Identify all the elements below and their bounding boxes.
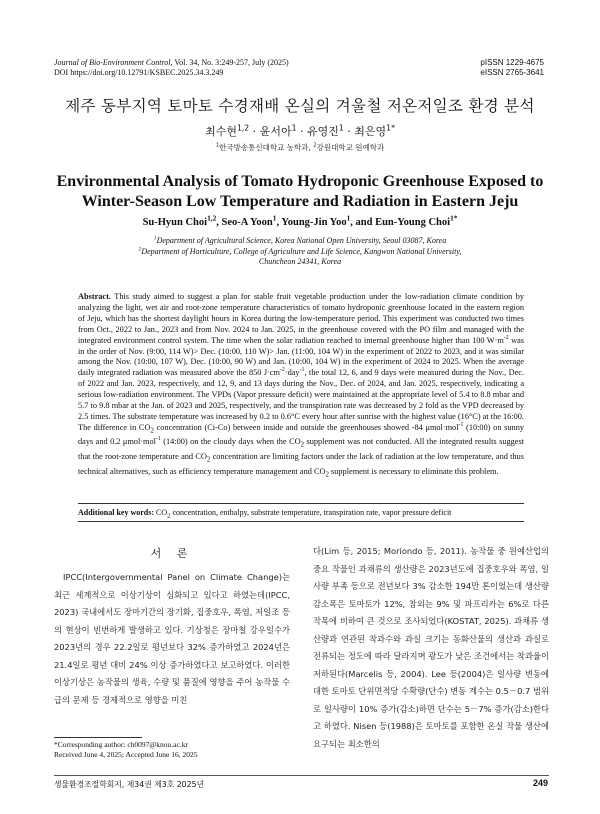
body-paragraph: 다(Lim 등, 2015; Moriondo 등, 2011). 농작물 중 원예산업의 중요 작물인 과채류의 생산량은 2023년도에 집중호우와 폭염, 일사량 부족 등으로 전년보다 3% 감소한 194만 톤이었는데 생산량 감소폭은 토마토가 12%, 참외는 9% 및 파프리카는 6%로 다른 작목에 비하여 큰 것으로 조사되었다(KOSTAT, 2025). 과채류 생산량과 연관된 착과수와 과실 크기는 동화산물의 생산과 과실로 전류되는 정도에 따라 달라지며 광도가 낮은 조건에서는 착과율이 저하된다(Marcelis 등, 2004). Lee 등(2004)은 일사량 변동에 대한 토마토 단위면적당 수확량(단수) 변동 계수는 0.5－0.7 범위로 일사량이 10% 증가(감소)하면 단수는 5－7% 증가(감소)한다고 하였다. Nisen 등(1988)은 토마토를 포함한 온실 작물 생산에 요구되는 최소한의	[313, 546, 549, 749]
abstract-text: supplement is necessary to eliminate this problem.	[328, 466, 499, 476]
divider	[78, 521, 524, 522]
separator: , and	[350, 217, 376, 228]
journal-citation: , Vol. 34, No. 3:249-257, July (2025)	[170, 58, 289, 67]
abstract-text: supplement was not conducted. All the integrated results suggest that the root-zone temperature and CO	[78, 437, 524, 461]
abstract-sub: 2	[325, 471, 329, 479]
kr-affil-1-sup: 1	[215, 142, 220, 149]
footer-journal: 생물환경조절학회지, 제34권 제3호 2025년	[54, 780, 205, 789]
separator: ·	[296, 125, 307, 138]
kr-affil-2-sup: 2	[313, 142, 317, 149]
english-title-line-1: Environmental Analysis of Tomato Hydroponic Greenhouse Exposed to	[56, 173, 544, 190]
english-title	[40, 172, 560, 212]
kr-author-3-sup: 1	[338, 123, 344, 133]
abstract-sup: -2	[279, 367, 285, 374]
separator: ·	[249, 125, 260, 138]
kr-author-2-sup: 1	[291, 123, 297, 133]
en-author-1-sup: 1,2	[207, 213, 217, 223]
body-column-right	[313, 543, 549, 753]
en-author-3-sup: 1	[346, 213, 351, 223]
abstract-sub: 2	[150, 427, 154, 435]
abstract-label: Abstract.	[78, 292, 111, 301]
kr-author-3: 유영진	[306, 125, 339, 138]
korean-authors	[0, 123, 600, 139]
abstract-text: This study aimed to suggest a plan for stable fruit vegetable production under the low-radiation climate condition by analyzing the light, wet air and root-zone temperature characteristics of tomato hydroponic greenhouse located in the eastern region of Jeju, which has the shortest daylight hours in Korea during the low-temperature period. This experiment was conducted two times from Oct., 2022 to Jan., 2023 and from Nov. 2024 to Jan. 2025, in the greenhouse covered with the PO film and managed with the integrated environment control system. The time when the solar radiation reached to internal greenhouse higher than 100 W·m	[78, 292, 524, 345]
en-affil-2-cont: Chuncheon 24341, Korea	[258, 257, 342, 266]
journal-header	[54, 58, 289, 78]
kr-author-1-sup: 1,2	[236, 123, 250, 133]
keywords-sub: 2	[167, 512, 171, 520]
received-dates: Received June 4, 2025; Accepted June 16, 2025	[54, 750, 198, 759]
separator: ,	[216, 217, 222, 228]
kr-author-4-sup: 1*	[386, 123, 395, 133]
keywords-label: Additional key words:	[78, 508, 155, 517]
en-author-3: Young-Jin Yoo	[281, 217, 347, 228]
kr-author-4: 최은영	[354, 125, 387, 138]
keywords-text: concentration, enthalpy, substrate temperature, transpiration rate, vapor pressure deficit	[170, 508, 452, 517]
korean-title: 제주 동부지역 토마토 수경재배 온실의 겨울철 저온저일조 환경 분석	[65, 97, 535, 115]
english-affiliations	[60, 236, 540, 268]
en-author-4: Eun-Young Choi	[375, 217, 451, 228]
english-authors	[0, 213, 600, 228]
corresponding-author: *Corresponding author: ch0097@knou.ac.kr	[54, 740, 188, 749]
kr-author-1: 최수현	[205, 125, 237, 138]
abstract-sub: 2	[300, 442, 305, 450]
abstract	[78, 292, 524, 481]
eissn: eISSN 2765-3641	[480, 68, 544, 77]
section-heading: 서 론	[150, 547, 194, 560]
footnote	[54, 740, 294, 760]
separator: ,	[276, 217, 282, 228]
english-title-line-2: Winter-Season Low Temperature and Radiation in Eastern Jeju	[81, 193, 519, 210]
en-affil-2-sup: 2	[138, 245, 142, 252]
en-affil-1-sup: 1	[153, 235, 157, 242]
abstract-text: ·day	[284, 368, 300, 378]
en-affil-2: Department of Horticulture, College of Agriculture and Life Science, Kangwon National University,	[141, 246, 462, 256]
abstract-sup: -1	[155, 436, 161, 443]
body-column-left	[54, 569, 290, 709]
abstract-text: concentration are limiting factors under the lack of radiation at the low temperature, and thus technical alternatives, such as efficiency temperature management and CO	[78, 452, 524, 476]
en-author-4-sup: 1*	[450, 213, 458, 223]
abstract-text: , the total 12, 6, and 9 days were measured during the Nov., Dec. of 2022 and Jan. 2023, respectively, and 12, 9, and 13 days during the Nov., Dec. of 2024, and Jan. 2025, respectively, indicating a serious low-radiation environment. The VPDs (Vapor pressure deficit) were maintained at the appropriate level of 5.4 to 8.8 mbar and 5.7 to 9.8 mbar at the Jan. of 2023 and 2025, respectively, and the transpiration rate was decreased by 2 fold as the VPD decreased by 2.5 times. The substrate temperature was increased by 0.2 to 0.6°C every hour after sunrise with the highest value (16°C) at the 16:00. The difference in CO	[78, 368, 525, 432]
keywords	[78, 508, 524, 522]
abstract-sub: 2	[206, 456, 211, 464]
separator: ·	[343, 125, 355, 138]
doi-link[interactable]: DOI https://doi.org/10.12791/KSBEC.2025.34.3.249	[54, 68, 224, 77]
en-author-2-sup: 1	[272, 213, 277, 223]
abstract-text: (14:00) on the cloudy days when the CO	[160, 437, 301, 447]
en-affil-1: Department of Agricultural Science, Korea National Open University, Seoul 03087, Korea	[156, 236, 447, 245]
body-paragraph: IPCC(Intergovernmental Panel on Climate Change)는 최근 세계적으로 이상기상이 심화되고 있다고 하였는데(IPCC, 2023) 국내에서도 장마기간의 장기화, 집중호우, 폭염, 저일조 등의 현상이 빈번하게 발생하고 있다. 기상청은 장마철 강우일수가 2023년의 경우 22.2일로 평년보다 32% 증가하였고 2024년은 21.4일로 평년 대비 24% 이상 증가하였다고 보고하였다. 이러한 이상기상은 농작물의 생육, 수량 및 품질에 영향을 주어 농작물 수급의 문제 등 경제적으로 영향을 미친	[54, 572, 290, 705]
kr-affil-2: 강원대학교 원예학과	[316, 143, 385, 152]
kr-affil-1: 한국방송통신대학교 농학과,	[219, 143, 311, 152]
journal-name: Journal of Bio-Environment Control	[54, 58, 171, 67]
korean-affiliations	[0, 142, 600, 153]
abstract-sup: -1	[299, 367, 305, 374]
abstract-text: was in the order of Nov. (9:00, 114 W)> Dec. (10:00, 110 W)> Jan. (11:00, 104 W) in the experiment of 2022 to 2023, and it was similar among the Nov. (10:00, 107 W), Dec. (10:00, 90 W) and Jan. (10:00, 104 W) in the experiment of 2024 to 2025. When the average daily integrated radiation was measured above the 850 J·cm	[78, 335, 524, 378]
en-author-2: Seo-A Yoon	[221, 217, 273, 228]
abstract-text: concentration (Ci-Co) between inside and outside the greenhouses showed -84 μmol·mol	[153, 422, 459, 432]
keywords-text: CO	[154, 508, 168, 517]
abstract-text: (10:00) on sunny days and 0.2 μmol·mol	[78, 422, 524, 447]
divider	[78, 503, 524, 504]
footnote-divider	[54, 737, 142, 738]
abstract-sup: -2	[503, 334, 509, 341]
footer-divider	[54, 775, 549, 776]
abstract-sup: -1	[458, 422, 464, 429]
pissn: pISSN 1229-4675	[480, 58, 544, 67]
issn-block	[480, 58, 544, 78]
en-author-1: Su-Hyun Choi	[142, 217, 208, 228]
page-number: 249	[532, 778, 548, 788]
kr-author-2: 윤서아	[259, 125, 292, 138]
